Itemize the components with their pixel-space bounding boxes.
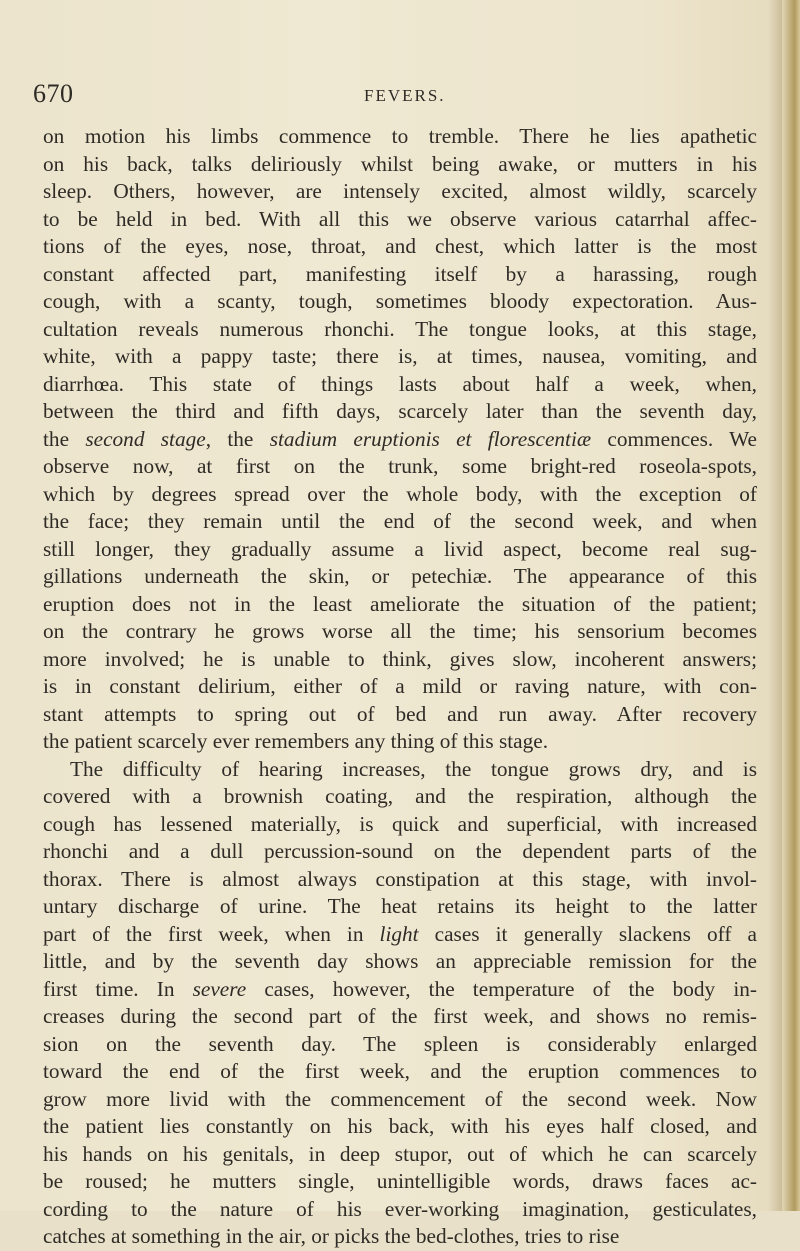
- text-line: tions of the eyes, nose, throat, and chest, which latter is the most: [43, 234, 757, 258]
- text-line: the patient scarcely ever remembers any thing of this stage.: [43, 729, 549, 753]
- text-line: still longer, they gradually assume a livid aspect, become real sug-: [43, 536, 757, 561]
- text-line: cough, with a scanty, tough, sometimes bloody expectoration. Aus-: [43, 289, 757, 313]
- text-line: little, and by the seventh day shows an appreciable remission for the: [43, 949, 757, 973]
- italic-phrase: severe: [192, 976, 247, 1001]
- text-line: sleep. Others, however, are intensely excited, almost wildly, scarcely: [43, 179, 757, 203]
- text-line: untary discharge of urine. The heat retains its height to the latter: [43, 894, 757, 918]
- text-line: gillations underneath the skin, or petechiæ. The appearance of this: [43, 564, 757, 588]
- text-line: on his back, talks deliriously whilst being awake, or mutters in his: [43, 151, 757, 176]
- text-line: be roused; he mutters single, unintelligible words, draws faces ac-: [43, 1169, 757, 1193]
- page-number: 670: [33, 79, 74, 108]
- text-fragment: first time. In: [43, 976, 193, 1001]
- text-line: between the third and fifth days, scarcely later than the seventh day,: [43, 399, 757, 423]
- text-line: diarrhœa. This state of things lasts about half a week, when,: [43, 371, 757, 396]
- text-line: catches at something in the air, or picks the bed-clothes, tries to rise: [43, 1224, 620, 1248]
- text-line: which by degrees spread over the whole body, with the exception of: [43, 481, 757, 506]
- text-line-with-italics: [43, 976, 757, 1004]
- text-line: creases during the second part of the first week, and shows no remis-: [43, 1004, 757, 1028]
- text-line: the face; they remain until the end of the second week, and when: [43, 509, 757, 533]
- text-line: thorax. There is almost always constipation at this stage, with invol-: [43, 866, 757, 891]
- page-edge: [782, 0, 800, 1211]
- text-fragment: the: [43, 426, 86, 451]
- text-line: rhonchi and a dull percussion-sound on the dependent parts of the: [43, 839, 757, 863]
- text-fragment: , the: [205, 426, 270, 451]
- text-line: The difficulty of hearing increases, the tongue grows dry, and is: [70, 756, 757, 781]
- text-line: the patient lies constantly on his back, with his eyes half closed, and: [43, 1114, 757, 1138]
- running-title: FEVERS.: [364, 86, 446, 105]
- text-fragment: part of the first week, when in: [43, 921, 380, 946]
- text-line: on the contrary he grows worse all the time; his sensorium becomes: [43, 619, 757, 643]
- text-fragment: commences. We: [591, 426, 758, 451]
- text-line: is in constant delirium, either of a mild or raving nature, with con-: [43, 674, 757, 698]
- text-line: white, with a pappy taste; there is, at times, nausea, vomiting, and: [43, 344, 757, 368]
- text-line: to be held in bed. With all this we observe various catarrhal affec-: [43, 206, 757, 231]
- text-fragment: cases, however, the temperature of the body in-: [246, 976, 757, 1001]
- text-line: sion on the seventh day. The spleen is considerably enlarged: [43, 1031, 757, 1056]
- text-line: his hands on his genitals, in deep stupor, out of which he can scarcely: [43, 1141, 757, 1166]
- text-line: observe now, at first on the trunk, some bright-red roseola-spots,: [43, 454, 757, 478]
- text-line: more involved; he is unable to think, gives slow, incoherent answers;: [43, 646, 757, 671]
- text-line: cording to the nature of his ever-working imagination, gesticulates,: [43, 1196, 757, 1221]
- body-text: [43, 123, 757, 1251]
- text-line: toward the end of the first week, and the eruption commences to: [43, 1059, 757, 1083]
- text-line-with-italics: [43, 426, 757, 454]
- text-line: cultation reveals numerous rhonchi. The tongue looks, at this stage,: [43, 316, 757, 341]
- text-fragment: cases it generally slackens off a: [418, 921, 757, 946]
- text-line: on motion his limbs commence to tremble. There he lies apathetic: [43, 124, 757, 148]
- text-line: covered with a brownish coating, and the respiration, although the: [43, 784, 757, 808]
- italic-phrase: light: [379, 921, 419, 946]
- text-line: eruption does not in the least ameliorate the situation of the patient;: [43, 591, 757, 616]
- italic-phrase: stadium eruptionis et florescentiæ: [269, 426, 592, 451]
- text-line: stant attempts to spring out of bed and run away. After recovery: [43, 701, 757, 726]
- text-line: constant affected part, manifesting itself by a harassing, rough: [43, 261, 757, 286]
- text-line: cough has lessened materially, is quick and superficial, with increased: [43, 811, 757, 836]
- italic-phrase: second stage: [85, 426, 206, 451]
- text-line-with-italics: [43, 921, 757, 949]
- text-line: grow more livid with the commencement of the second week. Now: [43, 1086, 757, 1111]
